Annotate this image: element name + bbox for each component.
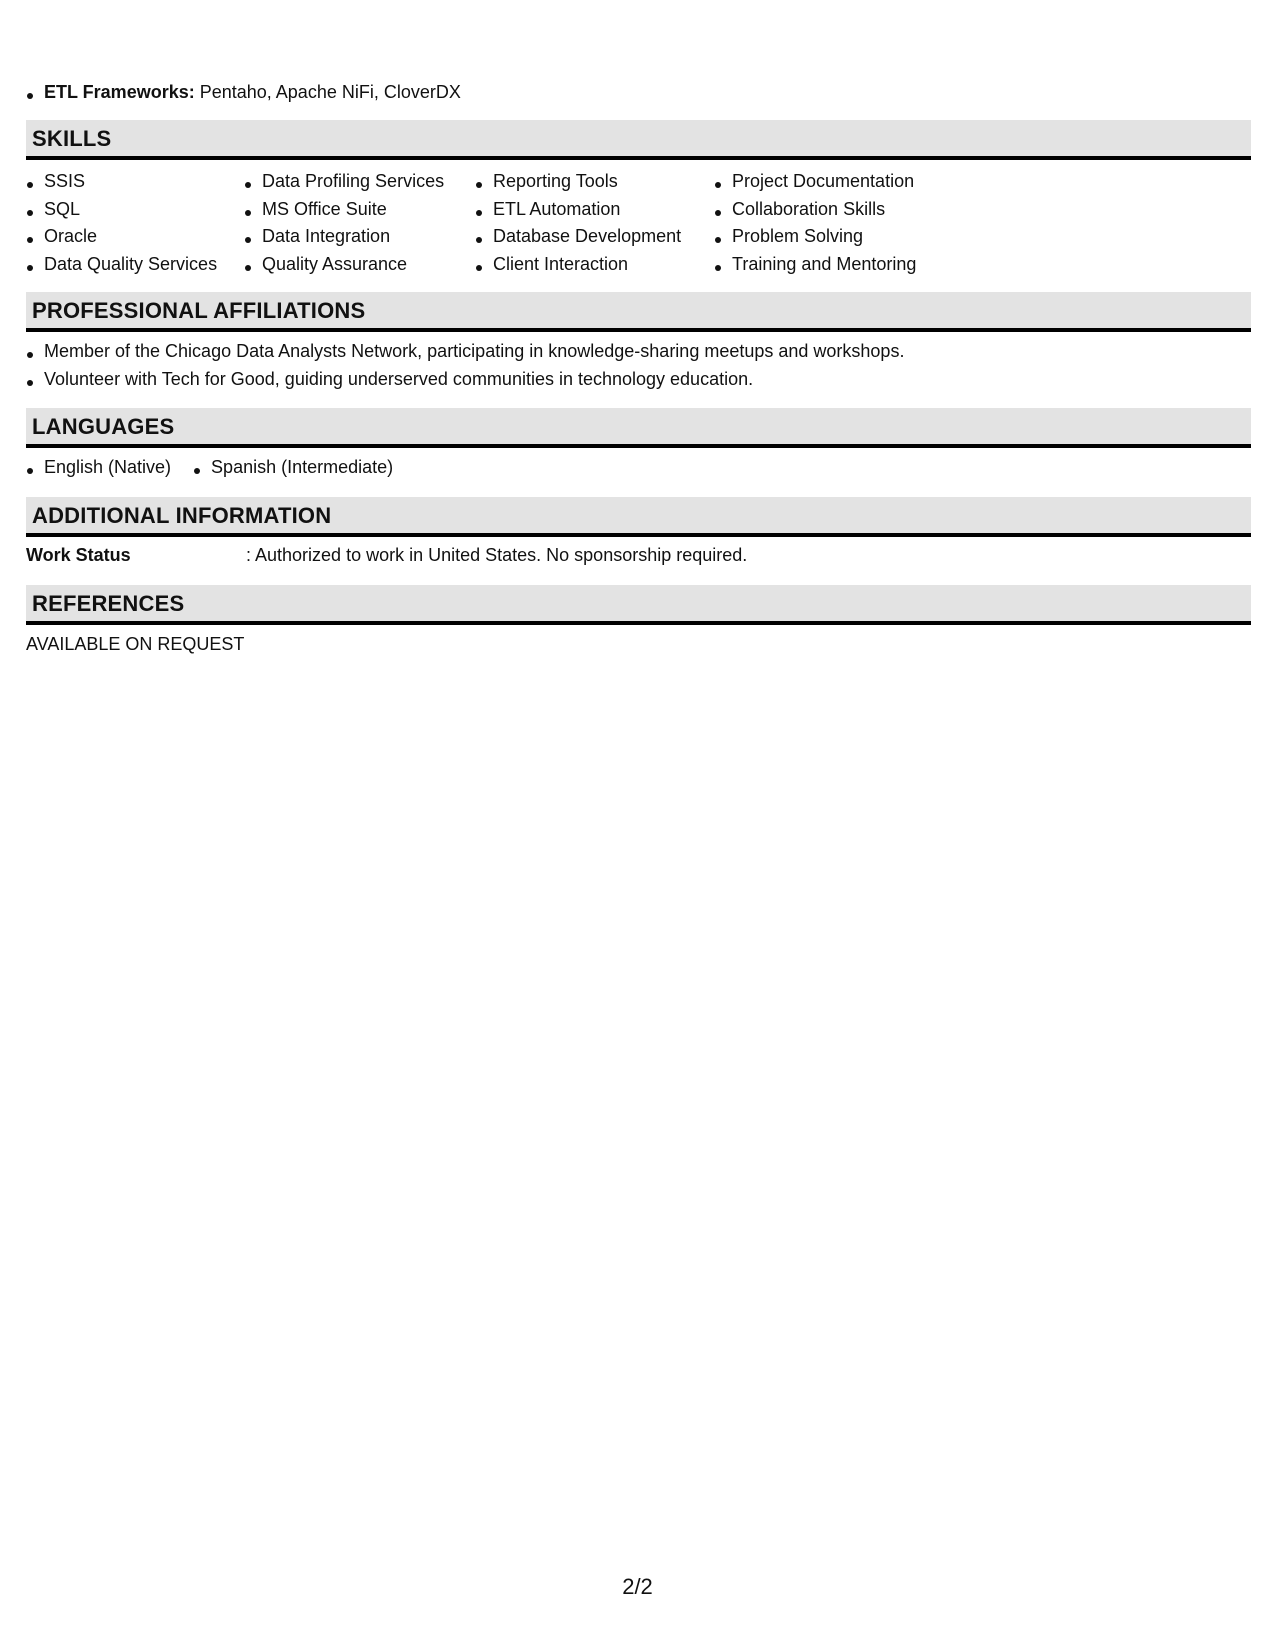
skill-label: Oracle	[44, 226, 98, 246]
skill-label: Data Profiling Services	[262, 171, 445, 191]
skill-item	[26, 196, 217, 224]
skill-item	[26, 251, 217, 279]
references-text: AVAILABLE ON REQUEST	[26, 634, 245, 654]
references-heading-text: REFERENCES	[32, 591, 185, 616]
affiliations-list	[26, 338, 904, 393]
page-number: 2/2	[622, 1574, 653, 1599]
skill-item	[244, 168, 444, 196]
skill-item	[475, 223, 681, 251]
etl-frameworks-value: Pentaho, Apache NiFi, CloverDX	[194, 82, 461, 102]
skill-item	[714, 251, 916, 279]
skill-item	[244, 196, 444, 224]
skill-label: SSIS	[44, 171, 86, 191]
skill-label: Data Quality Services	[44, 253, 218, 274]
etl-frameworks-label: ETL Frameworks:	[44, 82, 195, 102]
skills-grid	[26, 168, 1251, 278]
language-item	[26, 455, 171, 479]
skill-item	[244, 251, 444, 279]
language-label: Spanish (Intermediate)	[211, 457, 394, 477]
skill-label: Database Development	[493, 226, 682, 246]
languages-heading-text: LANGUAGES	[32, 414, 175, 439]
skill-item	[475, 196, 681, 224]
additional-info-heading	[26, 497, 1251, 537]
affiliation-text: Member of the Chicago Data Analysts Network, participating in knowledge-sharing meetups and workshops.	[44, 341, 905, 361]
affiliations-heading-text: PROFESSIONAL AFFILIATIONS	[32, 298, 366, 323]
skill-item	[714, 168, 916, 196]
skill-item	[26, 223, 217, 251]
affiliations-heading	[26, 292, 1251, 332]
skill-label: MS Office Suite	[262, 198, 387, 219]
skill-label: Training and Mentoring	[732, 253, 917, 274]
skills-heading	[26, 120, 1251, 160]
language-label: English (Native)	[44, 457, 172, 477]
language-item	[193, 455, 393, 479]
languages-heading	[26, 408, 1251, 448]
list-item	[26, 338, 904, 366]
skill-label: Problem Solving	[732, 226, 864, 246]
skill-label: Client Interaction	[493, 253, 629, 274]
skill-label: Data Integration	[262, 226, 391, 246]
additional-info-heading-text: ADDITIONAL INFORMATION	[32, 503, 332, 528]
skills-column-1	[26, 168, 217, 278]
skill-label: Project Documentation	[732, 171, 915, 191]
skill-item	[714, 223, 916, 251]
work-status-label: Work Status	[26, 545, 131, 565]
skills-column-4	[714, 168, 916, 278]
list-item	[26, 366, 904, 394]
skill-label: ETL Automation	[493, 198, 621, 219]
affiliation-text: Volunteer with Tech for Good, guiding underserved communities in technology education.	[44, 368, 754, 389]
skill-item	[475, 168, 681, 196]
references-heading	[26, 585, 1251, 625]
skill-label: Quality Assurance	[262, 253, 408, 274]
languages-list	[26, 455, 415, 479]
etl-frameworks-item	[26, 80, 461, 104]
work-status-value: : Authorized to work in United States. No sponsorship required.	[246, 545, 748, 565]
skills-column-2	[244, 168, 444, 278]
skill-item	[475, 251, 681, 279]
skill-label: SQL	[44, 198, 81, 219]
skills-column-3	[475, 168, 681, 278]
skill-item	[26, 168, 217, 196]
skill-label: Collaboration Skills	[732, 198, 886, 219]
skill-item	[244, 223, 444, 251]
skills-heading-text: SKILLS	[32, 126, 112, 151]
skill-label: Reporting Tools	[493, 171, 618, 191]
skill-item	[714, 196, 916, 224]
